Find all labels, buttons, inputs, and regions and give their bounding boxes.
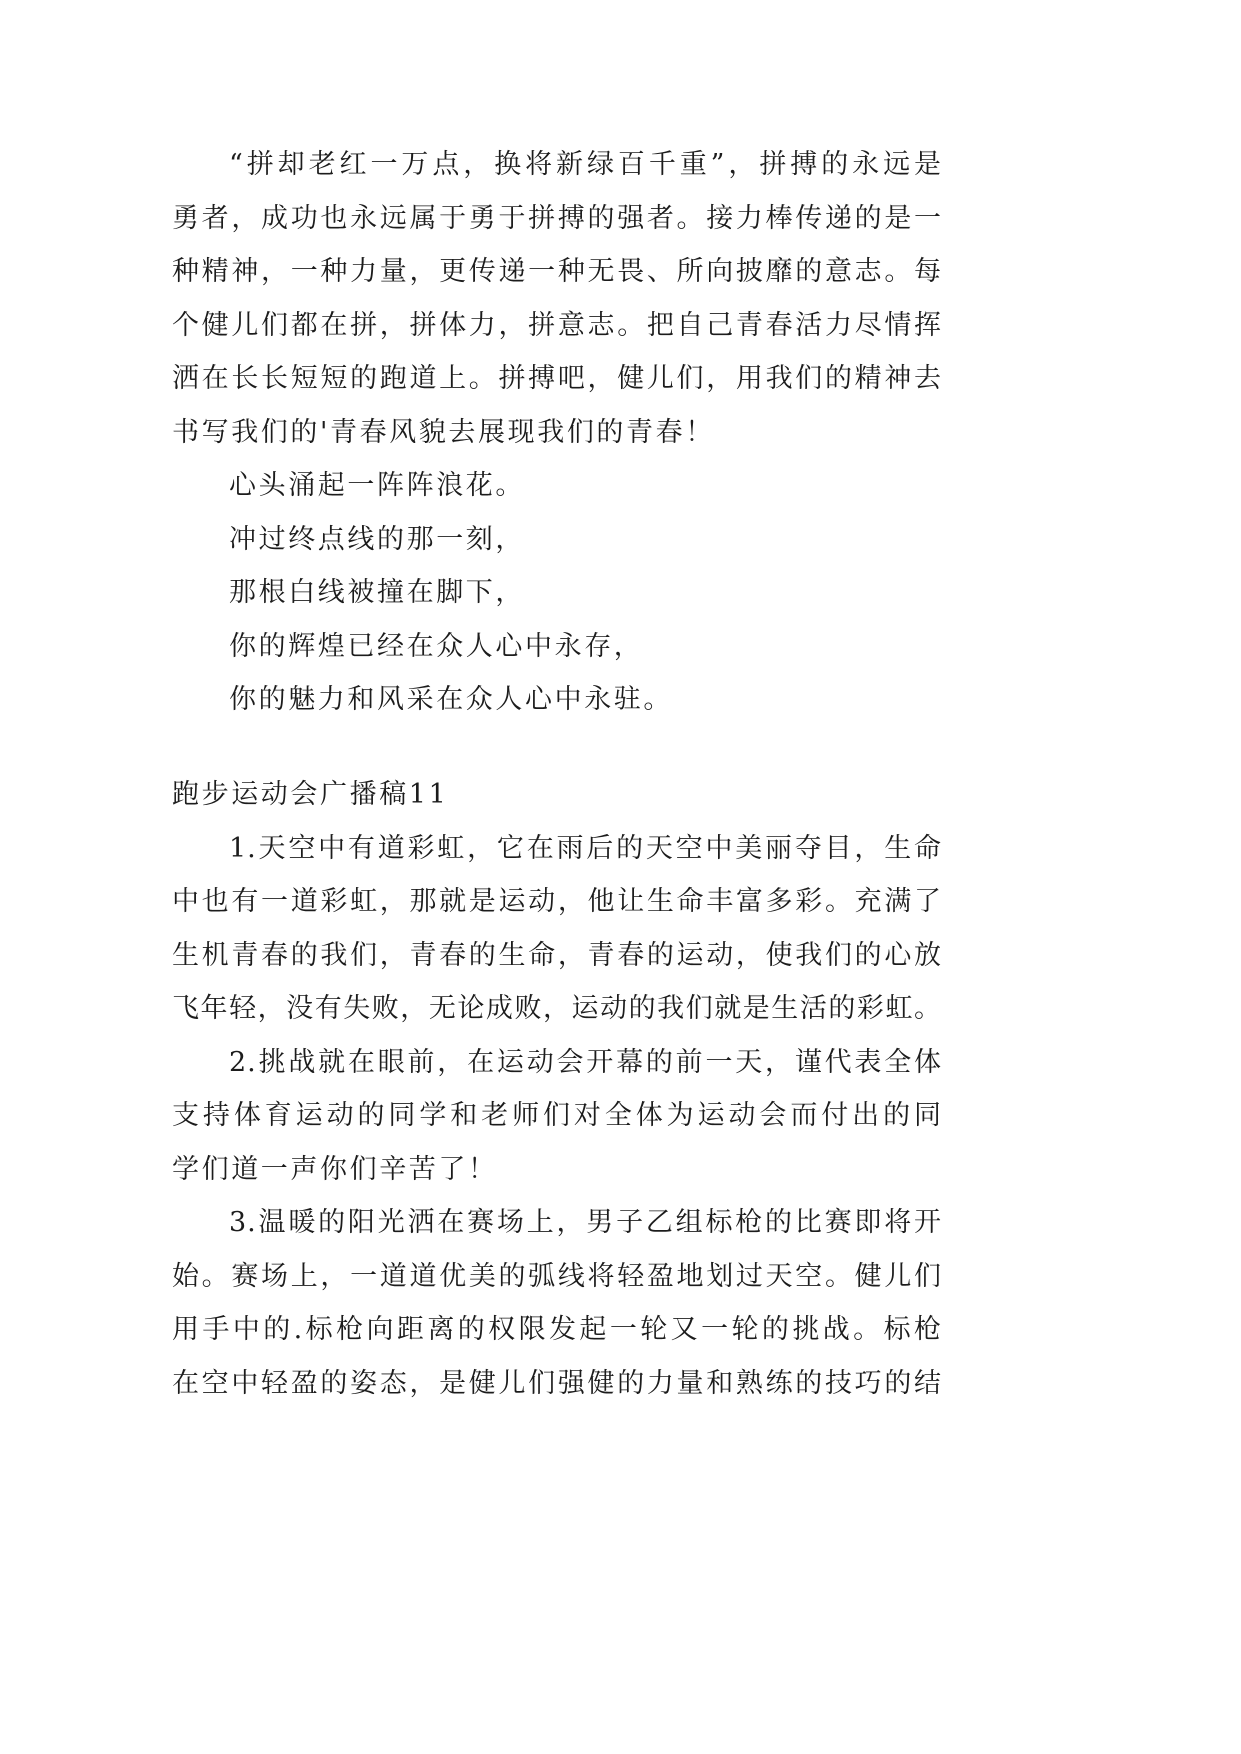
poem-line: 那根白线被撞在脚下，	[229, 577, 525, 608]
paragraph-line: 勇者，成功也永远属于勇于拼搏的强者。接力棒传递的是一	[172, 202, 942, 234]
paragraph-line: 在空中轻盈的姿态，是健儿们强健的力量和熟练的技巧的结	[172, 1367, 942, 1399]
paragraph-line: 用手中的.标枪向距离的权限发起一轮又一轮的挑战。标枪	[172, 1314, 942, 1346]
paragraph-line: 中也有一道彩虹，那就是运动，他让生命丰富多彩。充满了	[172, 886, 942, 918]
numbered-item-1	[172, 822, 942, 1036]
paragraph-line: “拼却老红一万点，换将新绿百千重”，拼搏的永远是	[229, 149, 942, 180]
paragraph-line: 1.天空中有道彩虹，它在雨后的天空中美丽夺目，生命	[229, 832, 942, 864]
paragraph-line: 2.挑战就在眼前，在运动会开幕的前一天，谨代表全体	[229, 1046, 942, 1078]
numbered-item-3	[172, 1196, 942, 1410]
document-page	[172, 138, 942, 1410]
paragraph-line: 生机青春的我们，青春的生命，青春的运动，使我们的心放	[172, 939, 942, 971]
paragraph-line: 飞年轻，没有失败，无论成败，运动的我们就是生活的彩虹。	[172, 993, 942, 1025]
paragraph-line: 学们道一声你们辛苦了！	[172, 1153, 498, 1185]
paragraph-line: 种精神，一种力量，更传递一种无畏、所向披靡的意志。每	[172, 256, 942, 287]
intro-paragraph	[172, 138, 942, 459]
poem-line: 冲过终点线的那一刻，	[229, 523, 525, 555]
paragraph-line: 3.温暖的阳光洒在赛场上，男子乙组标枪的比赛即将开	[229, 1207, 942, 1239]
section-heading: 跑步运动会广播稿11	[172, 779, 449, 811]
numbered-item-2	[172, 1036, 942, 1197]
paragraph-line: 支持体育运动的同学和老师们对全体为运动会而付出的同	[172, 1100, 942, 1132]
poem-line: 心头涌起一阵阵浪花。	[229, 470, 525, 501]
poem-line: 你的辉煌已经在众人心中永存，	[229, 630, 644, 662]
paragraph-line: 个健儿们都在拼，拼体力，拼意志。把自己青春活力尽情挥	[172, 309, 942, 341]
paragraph-line: 书写我们的'青春风貌去展现我们的青春！	[172, 416, 715, 448]
paragraph-line: 洒在长长短短的跑道上。拼搏吧，健儿们，用我们的精神去	[172, 363, 942, 394]
poem-stanza	[172, 459, 942, 727]
poem-line: 你的魅力和风采在众人心中永驻。	[229, 684, 673, 715]
paragraph-line: 始。赛场上，一道道优美的弧线将轻盈地划过天空。健儿们	[172, 1260, 942, 1292]
